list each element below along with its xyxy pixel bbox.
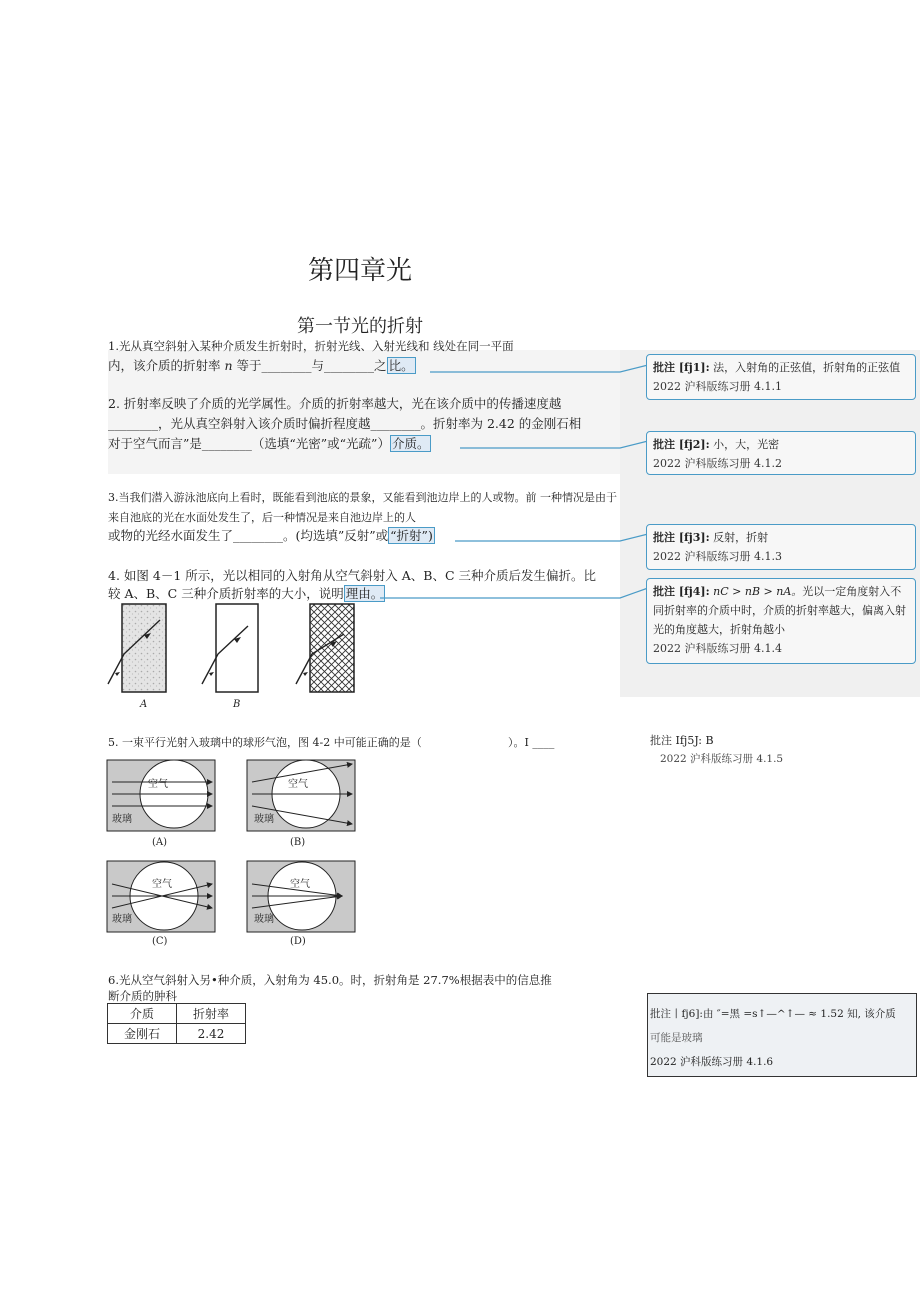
section-title: 第一节光的折射 — [297, 316, 423, 337]
table-header-row — [108, 1004, 246, 1024]
comment-fj4-body: 光以一定角度射入不同折射率的介质中时，介质的折射率越大，偏离入射光的角度越大，折射角越小 — [653, 585, 906, 636]
comment-fj3[interactable] — [646, 524, 916, 570]
medium-a — [108, 604, 166, 692]
medium-c — [296, 604, 354, 692]
option-c-air-label: 空气 — [152, 879, 172, 890]
q1-answer-anchor[interactable]: 比。 — [388, 358, 414, 373]
q4-answer-anchor[interactable]: 理由。 — [345, 586, 384, 601]
option-d-glass-label: 玻璃 — [254, 914, 274, 925]
chapter-title: 第四章光 — [307, 256, 412, 286]
q3-answer-anchor[interactable]: “折射”) — [390, 528, 433, 543]
figure-4-2 — [106, 758, 358, 958]
q6-line1: 6.光从空气斜射入另•种介质，入射角为 45.0。时，折射角是 27.7%根据表中的信息推 — [108, 973, 552, 987]
q2-line3-text: 对于空气而言”是________（选填“光密”或“光疏”） — [108, 436, 390, 451]
q1-line1: 1.光从真空斜射入某种介质发生折射时，折射光线、入射光线和 线处在同一平面 — [108, 339, 514, 353]
comment-fj1[interactable] — [646, 354, 916, 400]
option-d-label: (D) — [290, 936, 306, 947]
comment-fj4-ref: 2022 沪科版练习册 4.1.4 — [653, 642, 782, 655]
q2-line2: ________，光从真空斜射入该介质时偏折程度越________。折射率为 2.42 的金刚石相 — [108, 416, 582, 431]
comment-fj2-label: 批注 [fj2]: — [653, 438, 710, 451]
option-a-glass-label: 玻璃 — [112, 814, 132, 825]
option-c-glass-label: 玻璃 — [112, 914, 132, 925]
table-header-medium: 介质 — [108, 1004, 177, 1024]
option-d-air-label: 空气 — [290, 879, 310, 890]
option-b-label: (B) — [290, 837, 306, 848]
option-a-label: (A) — [152, 837, 168, 848]
q3-line1: 3.当我们潜入游泳池底向上看时，既能看到池底的景象，又能看到池边岸上的人或物。前 一种情况是由于 — [108, 491, 617, 504]
comment-fj3-body: 反射，折射 — [713, 531, 769, 544]
comment-fj6-body2: 可能是玻璃 — [650, 1032, 703, 1044]
comment-fj3-ref: 2022 沪科版练习册 4.1.3 — [653, 550, 782, 563]
q3-line3 — [108, 526, 435, 546]
comment-fj6-label: 批注丨fj6]: — [650, 1008, 703, 1020]
comment-fj2[interactable] — [646, 431, 916, 475]
comment-fj1-body: 法，入射角的正弦值，折射角的正弦值 — [713, 361, 901, 374]
q2-line1: 2. 折射率反映了介质的光学属性。介质的折射率越大，光在该介质中的传播速度越 — [108, 396, 562, 411]
comment-fj6[interactable] — [647, 993, 917, 1077]
comment-fj3-label: 批注 [fj3]: — [653, 531, 710, 544]
comment-fj4[interactable] — [646, 578, 916, 664]
q6-line2: 断介质的肿科 — [108, 989, 177, 1003]
table-header-index: 折射率 — [177, 1004, 246, 1024]
option-a-air-label: 空气 — [148, 779, 168, 790]
q5-stem: 5. 一束平行光射入玻璃中的球形气泡，图 4-2 中可能正确的是（ — [108, 736, 422, 749]
comment-fj2-ref: 2022 沪科版练习册 4.1.2 — [653, 457, 782, 470]
comment-fj6-ref: 2022 沪科版练习册 4.1.6 — [650, 1056, 774, 1068]
option-b-air-label: 空气 — [288, 779, 308, 790]
figure-4-1 — [104, 598, 374, 714]
q5-answer-blank: ）。I ____ — [508, 736, 555, 749]
comment-fj5-ref: 2022 沪科版练习册 4.1.5 — [660, 753, 784, 765]
comment-fj6-body: 由 ″=黑 =s↑—^↑— ≈ 1.52 知, 该介质 — [702, 1008, 896, 1020]
q1-n-symbol: n — [224, 358, 233, 373]
table-cell-index: 2.42 — [177, 1024, 246, 1044]
q3-line2: 来自池底的光在水面处发生了，后一种情况是来自池边岸上的人 — [108, 511, 416, 524]
table-row — [108, 1024, 246, 1044]
q1-blanks: 等于________与________之 — [236, 358, 387, 373]
table-cell-medium: 金刚石 — [108, 1024, 177, 1044]
q2-answer-anchor[interactable]: 介质。 — [391, 436, 430, 451]
comment-fj1-ref: 2022 沪科版练习册 4.1.1 — [653, 380, 782, 393]
option-b-glass-label: 玻璃 — [254, 814, 274, 825]
medium-b — [202, 604, 258, 692]
fig-label-a: A — [140, 699, 148, 710]
q4-line1: 4. 如图 4－1 所示，光以相同的入射角从空气斜射入 A、B、C 三种介质后发生偏折。比 — [108, 568, 596, 583]
q4-line2-text: 较 A、B、C 三种介质折射率的大小，说明 — [108, 586, 344, 601]
q1-line2-start: 内，该介质的折射率 — [108, 358, 221, 373]
comment-fj4-formula: nC > nB > nA。 — [713, 585, 803, 598]
comment-fj2-body: 小，大，光密 — [713, 438, 780, 451]
option-c-label: (C) — [152, 936, 168, 947]
comment-fj1-label: 批注 [fj1]: — [653, 361, 710, 374]
comment-fj4-label: 批注 [fj4]: — [653, 585, 710, 598]
q1-line2 — [108, 356, 416, 376]
fig-label-b: B — [233, 699, 241, 710]
comment-fj5-label[interactable]: 批注 Ifj5J: B — [650, 734, 714, 747]
refractive-index-table — [107, 1003, 246, 1044]
q3-line3-text: 或物的光经水面发生了________。(均选填”反射”或 — [108, 528, 389, 543]
q2-line3 — [108, 434, 431, 454]
